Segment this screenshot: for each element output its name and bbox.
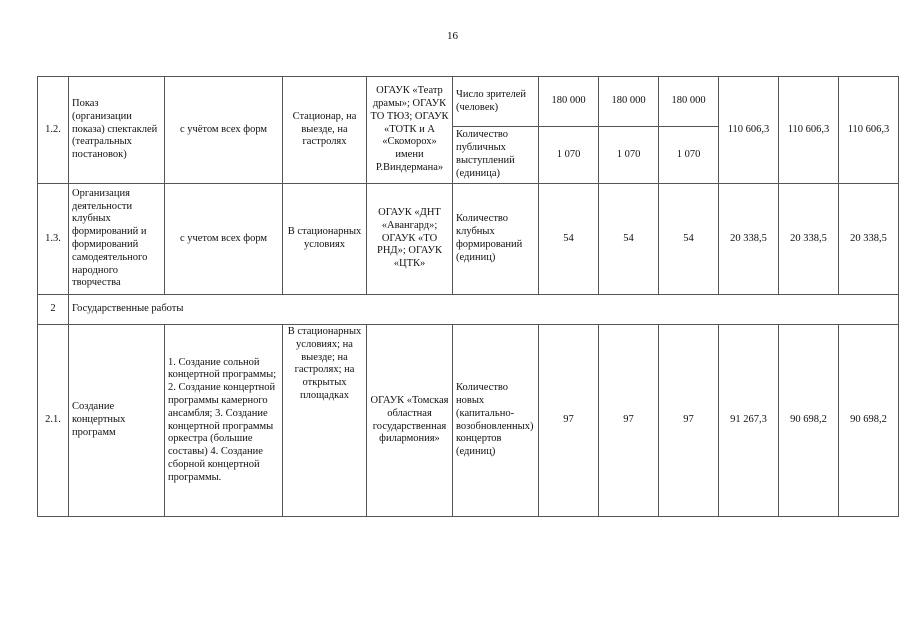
section-title: Государственные работы [69, 295, 899, 325]
finance-value: 90 698,2 [779, 325, 839, 517]
institutions: ОГАУК «ДНТ «Авангард»; ОГАУК «ТО РНД»; ОГАУК «ЦТК» [367, 184, 453, 295]
state-assignment-table [37, 76, 899, 517]
row-number: 1.2. [38, 77, 69, 184]
service-conditions: В стационарных условиях; на выезде; на гастролях; на открытых площадках [283, 325, 367, 517]
finance-value: 20 338,5 [719, 184, 779, 295]
indicator-name: Количество публичных выступлений (единица) [453, 127, 539, 184]
service-conditions: В стационарных условиях [283, 184, 367, 295]
indicator-value: 1 070 [659, 127, 719, 184]
indicator-value: 1 070 [599, 127, 659, 184]
service-content: 1. Создание сольной концертной программы; 2. Создание концертной программы камерного ансамбля; 3. Создание концертной программы оркестра (большие составы) 4. Создание сборной концертной программы. [165, 325, 283, 517]
service-content: с учетом всех форм [165, 184, 283, 295]
table-row [38, 77, 899, 127]
section-number: 2 [38, 295, 69, 325]
service-name: Создание концертных программ [69, 325, 165, 517]
page-number: 16 [447, 30, 458, 42]
finance-value: 91 267,3 [719, 325, 779, 517]
institutions: ОГАУК «Театр драмы»; ОГАУК ТО ТЮЗ; ОГАУК «ТОТК и А «Скоморох» имени Р.Виндермана» [367, 77, 453, 184]
indicator-value: 54 [599, 184, 659, 295]
indicator-value: 180 000 [599, 77, 659, 127]
finance-value: 110 606,3 [719, 77, 779, 184]
finance-value: 20 338,5 [839, 184, 899, 295]
service-name: Организация деятельности клубных формирований и формирований самодеятельного народного творчества [69, 184, 165, 295]
service-content: с учётом всех форм [165, 77, 283, 184]
indicator-name: Количество новых (капитально-возобновленных) концертов (единиц) [453, 325, 539, 517]
indicator-value: 54 [539, 184, 599, 295]
row-number: 2.1. [38, 325, 69, 517]
indicator-value: 1 070 [539, 127, 599, 184]
indicator-name: Число зрителей (человек) [453, 77, 539, 127]
indicator-value: 54 [659, 184, 719, 295]
finance-value: 90 698,2 [839, 325, 899, 517]
service-name: Показ (организации показа) спектаклей (театральных постановок) [69, 77, 165, 184]
row-number: 1.3. [38, 184, 69, 295]
finance-value: 20 338,5 [779, 184, 839, 295]
indicator-value: 97 [599, 325, 659, 517]
finance-value: 110 606,3 [839, 77, 899, 184]
table-row [38, 184, 899, 295]
indicator-value: 97 [659, 325, 719, 517]
section-row [38, 295, 899, 325]
table-row [38, 325, 899, 517]
institutions: ОГАУК «Томская областная государственная филармония» [367, 325, 453, 517]
indicator-name: Количество клубных формирований (единиц) [453, 184, 539, 295]
indicator-value: 97 [539, 325, 599, 517]
indicator-value: 180 000 [659, 77, 719, 127]
indicator-value: 180 000 [539, 77, 599, 127]
finance-value: 110 606,3 [779, 77, 839, 184]
service-conditions: Стационар, на выезде, на гастролях [283, 77, 367, 184]
